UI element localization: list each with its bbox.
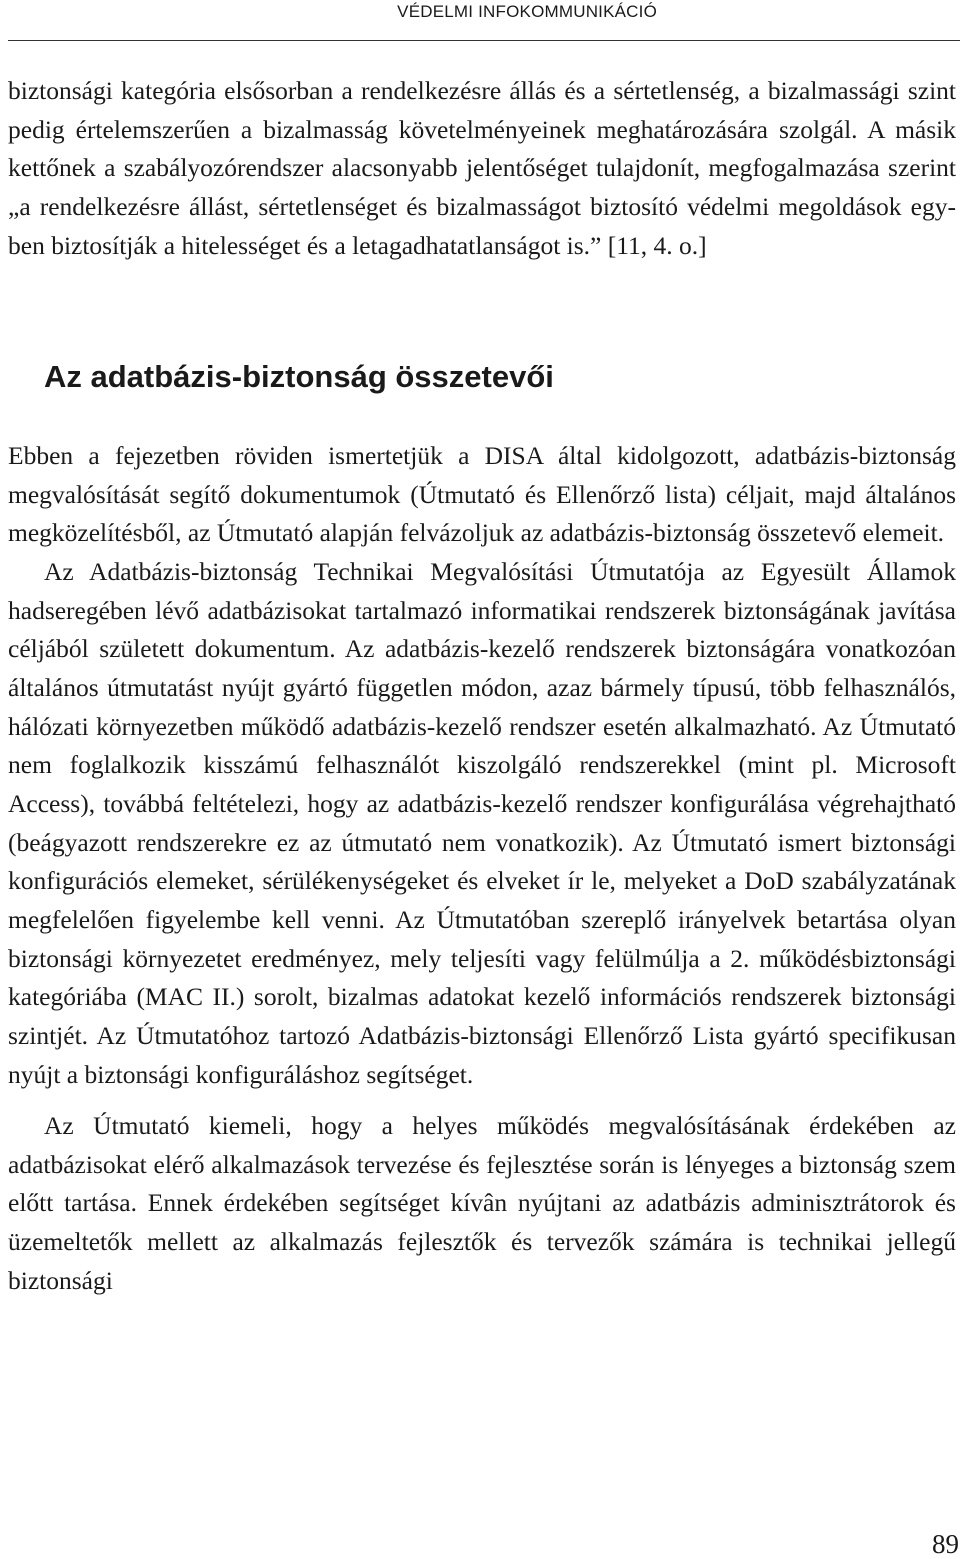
intro-paragraph: biztonsági kategória elsősorban a rendelkezésre állás és a sértetlenség, a bizalmassági szint pedig értelemszerűen a bizalmasság követelményeinek meghatározására szolgál. A másik kettőnek a szabályozórendszer alacsonyabb jelentőséget tulajdonít, megfogalmazása szerint „a rendelkezésre állást, sértetlenséget és bizalmasságot biztosító védelmi megoldások egyben biztosítják a hitelességet és a letagadhatatlanságot is.” [11, 4. o.] (8, 76, 956, 260)
header-rule (8, 40, 960, 41)
section-body (8, 437, 956, 1300)
body-paragraph: Az Útmutató kiemeli, hogy a helyes működés megvalósításának érdekében az adatbázisokat elérő alkalmazások tervezése és fejlesztése során is lényeges a biztonság szem előtt tartása. Ennek érdekében segítséget kívân nyújtani az adatbázis adminisztrátorok és üzemeltetők mellett az alkalmazás fejlesztők és tervezők számára is technikai jellegű biztonsági (8, 1111, 956, 1295)
page-number: 89 (932, 1529, 959, 1559)
body-paragraph: Ebben a fejezetben röviden ismertetjük a DISA által kidolgozott, adatbázis-biztonság megvalósítását segítő dokumentumok (Útmutató és Ellenőrző lista) céljait, majd általános megközelítésből, az Útmutató alapján felvázoljuk az adatbázis-biztonság összetevő elemeit. (8, 441, 956, 548)
section-heading: Az adatbázis-biztonság összetevői (44, 359, 554, 394)
body-paragraph: Az Adatbázis-biztonság Technikai Megvalósítási Útmutatója az Egyesült Államok hadseregében lévő adatbázisokat tartalmazó informatikai rendszerek biztonságának javítása céljából született dokumentum. Az adatbázis-kezelő rendszerek biztonságára vonatkozóan általános útmutatást nyújt gyártó független módon, azaz bármely típusú, több felhasználós, hálózati környezetben működő adatbázis-kezelő rendszer esetén alkalmazható. Az Útmutató nem foglalkozik kisszámú felhasználót kiszolgáló rendszerekkel (mint pl. Microsoft Access), továbbá feltételezi, hogy az adatbázis-kezelő rendszer konfigurálása végrehajtható (beágyazott rendszerekre ez az útmutató nem vonatkozik). Az Útmutató ismert biztonsági konfigurációs elemeket, sérülékenységeket és elveket ír le, melyeket a DoD szabályzatának megfelelően figyelembe kell venni. Az Útmutatóban szereplő irányelvek betartása olyan biztonsági környezetet eredményez, mely teljesíti vagy felülmúlja a 2. működésbiztonsági kategóriába (MAC II.) sorolt, bizalmas adatokat kezelő információs rendszerek biztonsági szintjét. Az Útmutatóhoz tartozó Adatbázis-biztonsági Ellenőrző Lista gyártó specifikusan nyújt a biztonsági konfiguráláshoz segítséget. (8, 556, 956, 1089)
running-header: VÉDELMI INFOKOMMUNIKÁCIÓ (397, 2, 657, 21)
